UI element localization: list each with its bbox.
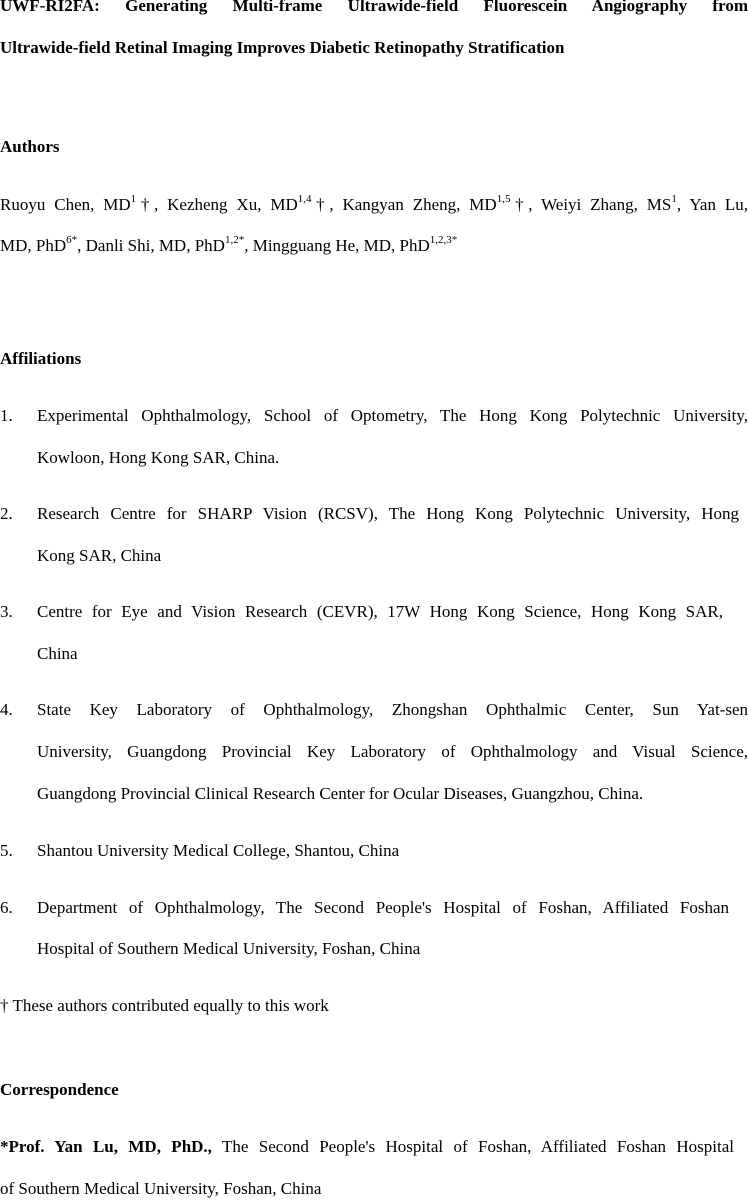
affiliation-line: Centre for Eye and Vision Research (CEVR), 17W Hong Kong Science, Hong Kong SAR,: [37, 602, 723, 621]
author-name: Danli Shi, MD, PhD: [85, 236, 225, 255]
affiliation-line: University, Guangdong Provincial Key Laboratory of Ophthalmology and Visual Science,: [37, 742, 748, 761]
author-affil-sup: 1,5: [496, 193, 511, 206]
author-name: Kangyan Zheng, MD: [342, 195, 497, 214]
author-affil-sup: 1: [130, 193, 137, 206]
affiliation-number: 2.: [0, 504, 13, 523]
affiliation-number: 6.: [0, 898, 13, 917]
paper-title-line-1: UWF-RI2FA: Generating Multi-frame Ultrawide-field Fluorescein Angiography from: [0, 0, 748, 15]
author-name-part: Yan Lu,: [689, 195, 748, 214]
author-affil-sup: 1,4: [297, 193, 312, 206]
author-affil-sup: 1,2*: [224, 234, 245, 247]
corresponding-author-address: The Second People's Hospital of Foshan, Affiliated Foshan Hospital: [222, 1137, 735, 1156]
affiliation-line: Shantou University Medical College, Shantou, China: [37, 841, 400, 860]
equal-contribution-mark: †: [510, 195, 529, 214]
equal-contribution-note: † These authors contributed equally to this work: [0, 996, 329, 1015]
affiliations-heading: Affiliations: [0, 349, 82, 368]
affiliation-line: Hospital of Southern Medical University, Foshan, China: [37, 939, 421, 958]
author-name: Kezheng Xu, MD: [167, 195, 298, 214]
affiliation-line: Kong SAR, China: [37, 546, 162, 565]
affiliation-number: 3.: [0, 602, 13, 621]
corresponding-author-name: *Prof. Yan Lu, MD, PhD.,: [0, 1137, 212, 1156]
correspondence-heading: Correspondence: [0, 1080, 119, 1099]
affiliation-line: State Key Laboratory of Ophthalmology, Zhongshan Ophthalmic Center, Sun Yat-sen: [37, 700, 748, 719]
authors-line-1: Ruoyu Chen, $MD^1\dagger$, Kezheng Xu, MD$^{1,4}$†, Kangyan Zheng, MD$^{1,5}$†, Weiyi Zhang, $MS^1$, Yan Lu,: [0, 193, 748, 214]
authors-line-2: MD, PhD$^{6*}$, Danli Shi, MD, PhD$^{1,2*}$, Mingguang He, MD, PhD$^{1,2,3*}$: [0, 234, 458, 255]
paper-title-line-2: Ultrawide-field Retinal Imaging Improves Diabetic Retinopathy Stratification: [0, 38, 565, 57]
author-name: Weiyi Zhang, MS: [541, 195, 672, 214]
affiliation-line: China: [37, 644, 78, 663]
affiliation-line: Research Centre for SHARP Vision (RCSV), The Hong Kong Polytechnic University, Hong: [37, 504, 739, 523]
affiliation-line: Department of Ophthalmology, The Second People's Hospital of Foshan, Affiliated Foshan: [37, 898, 729, 917]
equal-contribution-mark: †: [136, 195, 154, 214]
correspondence-line-1: [0, 1137, 734, 1157]
affiliation-line: Guangdong Provincial Clinical Research Center for Ocular Diseases, Guangzhou, China.: [37, 784, 644, 803]
affiliation-number: 1.: [0, 406, 13, 425]
affiliation-line: Kowloon, Hong Kong SAR, China.: [37, 448, 280, 467]
authors-heading: Authors: [0, 137, 60, 156]
author-name: Ruoyu Chen, MD: [0, 195, 131, 214]
affiliation-number: 5.: [0, 841, 13, 860]
affiliation-line: Experimental Ophthalmology, School of Optometry, The Hong Kong Polytechnic University,: [37, 406, 748, 425]
affiliation-number: 4.: [0, 700, 13, 719]
author-affil-sup: 1: [671, 193, 677, 206]
author-affil-sup: 1,2,3*: [429, 234, 458, 247]
equal-contribution-mark: †: [311, 195, 330, 214]
correspondence-line-2: of Southern Medical University, Foshan, China: [0, 1179, 322, 1198]
author-name: Mingguang He, MD, PhD: [252, 236, 430, 255]
author-affil-sup: 6*: [66, 234, 78, 247]
author-name-part: MD, PhD: [0, 236, 67, 255]
